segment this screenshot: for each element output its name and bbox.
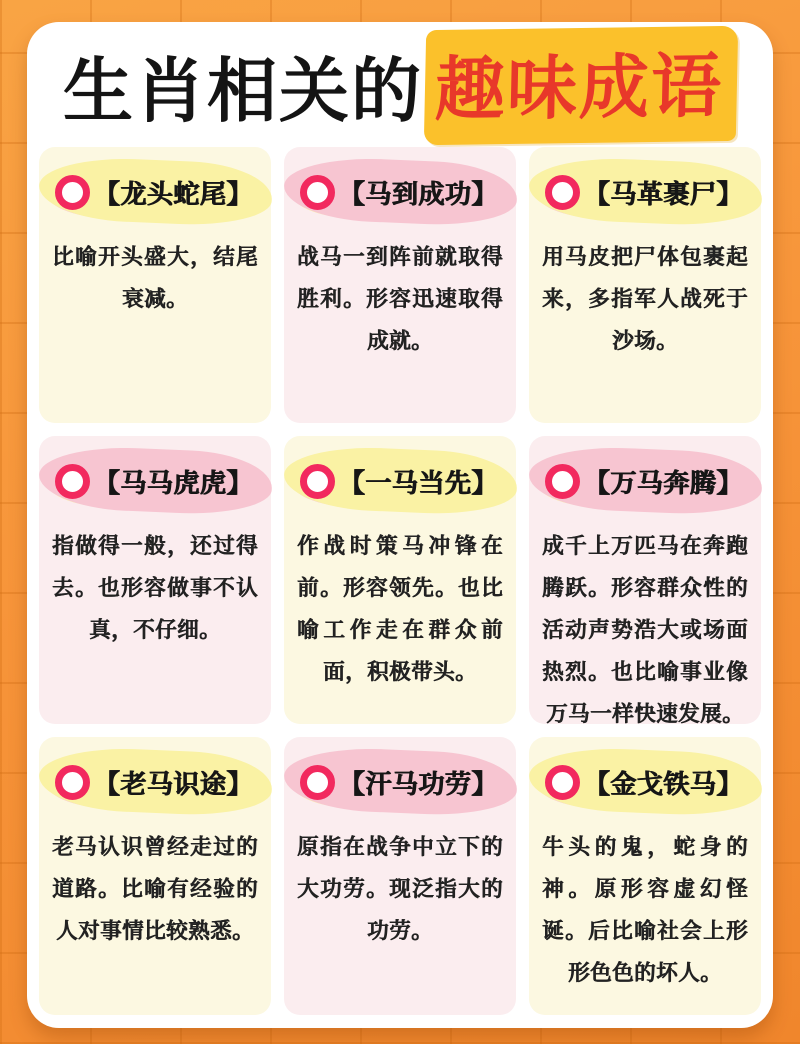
title-highlight-blob <box>539 456 750 509</box>
poster-main-card <box>27 22 773 1028</box>
ring-icon <box>300 175 335 210</box>
title-highlight-blob <box>49 456 260 509</box>
idiom-description: 比喻开头盛大，结尾衰减。 <box>52 245 258 311</box>
title-highlight-blob <box>49 167 260 220</box>
idiom-description: 指做得一般，还过得去。也形容做事不认真，不仔细。 <box>52 534 258 642</box>
idiom-description: 牛头的鬼，蛇身的神。原形容虚幻怪诞。后比喻社会上形形色色的坏人。 <box>542 835 748 985</box>
idiom-description: 战马一到阵前就取得胜利。形容迅速取得成就。 <box>297 245 503 353</box>
idiom-description: 原指在战争中立下的大功劳。现泛指大的功劳。 <box>297 835 503 943</box>
ring-icon <box>545 175 580 210</box>
ring-icon <box>300 464 335 499</box>
idiom-card-yimadangxian <box>284 436 516 724</box>
idiom-card-jingetiema <box>529 737 761 1015</box>
ring-icon <box>55 175 90 210</box>
idiom-card-wanmabenteng <box>529 436 761 724</box>
title-highlight-blob <box>539 167 750 220</box>
idiom-card-laomashitu <box>39 737 271 1015</box>
idiom-title: 【汗马功劳】 <box>338 769 498 799</box>
title-highlight-blob <box>294 757 505 810</box>
idiom-card-hanmagonglao <box>284 737 516 1015</box>
title-highlight-blob <box>49 757 260 810</box>
idiom-description: 成千上万匹马在奔跑腾跃。形容群众性的活动声势浩大或场面热烈。也比喻事业像万马一样快速发展。 <box>542 534 748 726</box>
title-highlight-blob <box>539 757 750 810</box>
ring-icon <box>545 765 580 800</box>
ring-icon <box>55 464 90 499</box>
idiom-title: 【万马奔腾】 <box>583 468 743 498</box>
idiom-title: 【马马虎虎】 <box>93 468 253 498</box>
title-highlight-blob <box>294 456 505 509</box>
idiom-card-longtoushewei <box>39 147 271 423</box>
idiom-card-magelaoshi <box>529 147 761 423</box>
title-highlight-text: 趣味成语 <box>424 26 738 145</box>
poster-title <box>27 28 773 143</box>
ring-icon <box>545 464 580 499</box>
idiom-grid <box>27 143 773 1029</box>
idiom-description: 老马认识曾经走过的道路。比喻有经验的人对事情比较熟悉。 <box>52 835 258 943</box>
title-black-text: 生肖相关的 <box>63 52 423 130</box>
title-highlight-blob <box>294 167 505 220</box>
idiom-title: 【马革裹尸】 <box>583 179 743 209</box>
idiom-card-mamahuhu <box>39 436 271 724</box>
idiom-title: 【龙头蛇尾】 <box>93 179 253 209</box>
idiom-description: 用马皮把尸体包裹起来，多指军人战死于沙场。 <box>542 245 748 353</box>
idiom-title: 【一马当先】 <box>338 468 498 498</box>
ring-icon <box>300 765 335 800</box>
idiom-title: 【老马识途】 <box>93 769 253 799</box>
ring-icon <box>55 765 90 800</box>
idiom-description: 作战时策马冲锋在前。形容领先。也比喻工作走在群众前面，积极带头。 <box>297 534 503 684</box>
idiom-title: 【金戈铁马】 <box>583 769 743 799</box>
idiom-title: 【马到成功】 <box>338 179 498 209</box>
idiom-card-madaochenggong <box>284 147 516 423</box>
